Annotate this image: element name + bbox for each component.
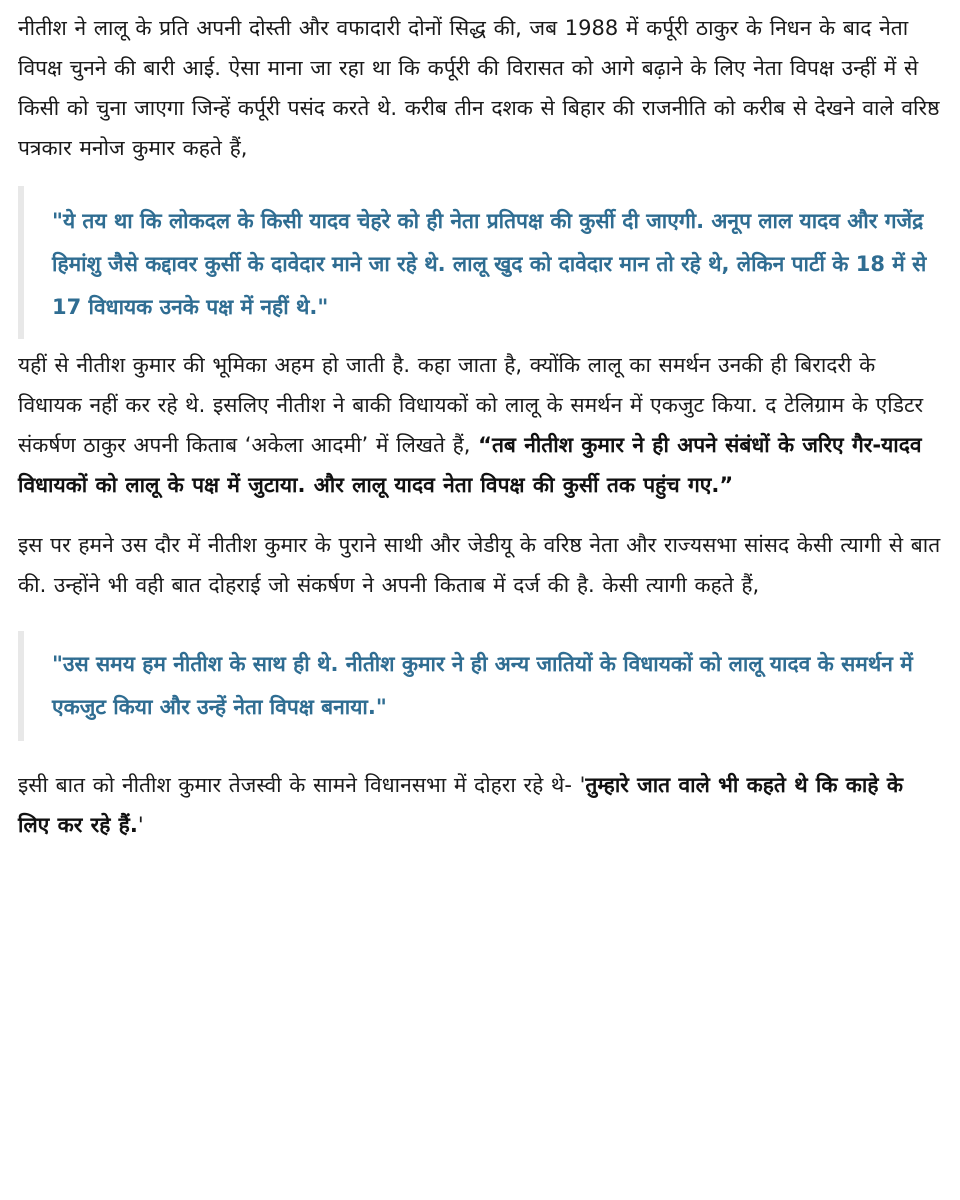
closing-mark: ' [137,813,144,837]
blockquote-manoj-kumar [18,186,942,339]
paragraph-kc-tyagi: इस पर हमने उस दौर में नीतीश कुमार के पुराने साथी और जेडीयू के वरिष्ठ नेता और राज्यसभा सांसद केसी त्यागी से बात की. उन्होंने भी वही बात दोहराई जो संकर्षण ने अपनी किताब में दर्ज की है. केसी त्यागी कहते हैं, [18,533,941,597]
paragraph-nitish-role [18,345,942,505]
blockquote-kc-tyagi [18,631,942,741]
paragraph-text: यहीं से नीतीश कुमार की भूमिका अहम हो जाती है. कहा जाता है, क्योंकि लालू का समर्थन उनकी ही बिरादरी के विधायक नहीं कर रहे थे. इसलिए नीतीश ने बाकी विधायकों को लालू के समर्थन में एकजुट किया. द टेलिग्राम के एडिटर संकर्षण ठाकुर अपनी किताब ‘अकेला आदमी’ में लिखते हैं, [18,353,924,457]
bold-quote: तुम्हारे जात वाले भी कहते थे कि काहे के लिए कर रहे हैं. [18,773,903,837]
quote-text: "उस समय हम नीतीश के साथ ही थे. नीतीश कुमार ने ही अन्य जातियों के विधायकों को लालू यादव के समर्थन में एकजुट किया और उन्हें नेता विपक्ष बनाया." [52,652,913,719]
paragraph-text: इसी बात को नीतीश कुमार तेजस्वी के सामने विधानसभा में दोहरा रहे थे- ' [18,773,586,797]
paragraph-intro: नीतीश ने लालू के प्रति अपनी दोस्ती और वफादारी दोनों सिद्ध की, जब 1988 में कर्पूरी ठाकुर के निधन के बाद नेता विपक्ष चुनने की बारी आई. ऐसा माना जा रहा था कि कर्पूरी की विरासत को आगे बढ़ाने के लिए नेता विपक्ष उन्हीं में से किसी को चुना जाएगा जिन्हें कर्पूरी पसंद करते थे. करीब तीन दशक से बिहार की राजनीति को करीब से देखने वाले वरिष्ठ पत्रकार मनोज कुमार कहते हैं, [18,16,940,160]
article-body [18,8,942,845]
quote-text: "ये तय था कि लोकदल के किसी यादव चेहरे को ही नेता प्रतिपक्ष की कुर्सी दी जाएगी. अनूप लाल यादव और गजेंद्र हिमांशु जैसे कद्दावर कुर्सी के दावेदार माने जा रहे थे. लालू खुद को दावेदार मान तो रहे थे, लेकिन पार्टी के 18 में से 17 विधायक उनके पक्ष में नहीं थे." [52,209,927,319]
bold-quote: “तब नीतीश कुमार ने ही अपने संबंधों के जरिए गैर-यादव विधायकों को लालू के पक्ष में जुटाया. और लालू यादव नेता विपक्ष की कुर्सी तक पहुंच गए.” [18,433,922,497]
paragraph-closing [18,765,942,845]
